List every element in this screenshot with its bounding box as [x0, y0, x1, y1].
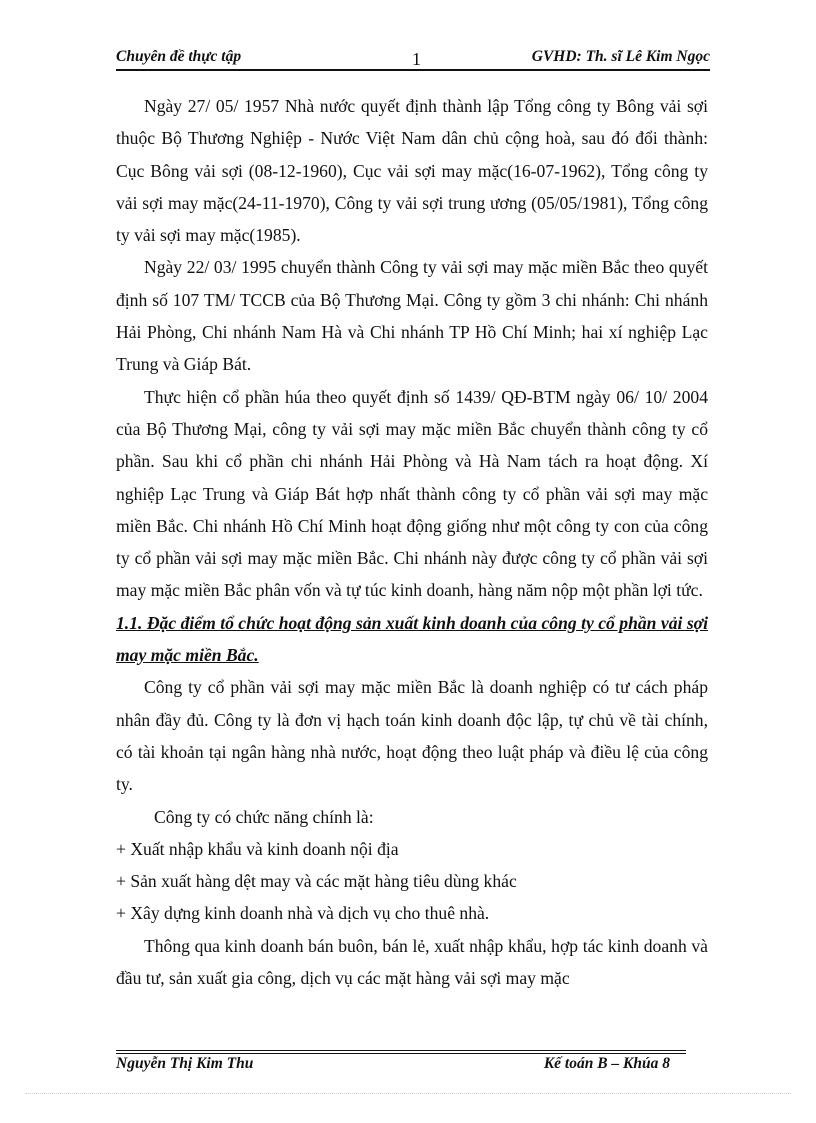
function-item: + Sản xuất hàng dệt may và các mặt hàng tiêu dùng khác — [116, 871, 517, 892]
footer-class: Kế toán B – Khúa 8 — [543, 1055, 670, 1072]
footer-divider-top — [116, 1050, 686, 1051]
paragraph-legal-status: Công ty cổ phần vải sợi may mặc miền Bắc là doanh nghiệp có tư cách pháp nhân đầy đủ. Công ty là đơn vị hạch toán kinh doanh độc lập, tự chủ về tài chính, có tài khoản tại ngân hàng nhà nước, hoạt động theo luật pháp và điều lệ của công ty. — [116, 677, 708, 795]
function-item: + Xây dựng kinh doanh nhà và dịch vụ cho thuê nhà. — [116, 903, 490, 924]
page-footer — [116, 1055, 670, 1077]
function-item: + Xuất nhập khẩu và kinh doanh nội địa — [116, 838, 399, 859]
page-number: 1 — [412, 49, 421, 69]
header-supervisor: GVHD: Th. sĩ Lê Kim Ngọc — [531, 48, 710, 65]
functions-intro: Công ty có chức năng chính là: — [154, 806, 374, 827]
page-edge-dots — [25, 1093, 791, 1094]
footer-divider-bottom — [116, 1053, 686, 1054]
paragraph-closing: Thông qua kinh doanh bán buôn, bán lẻ, xuất nhập khẩu, hợp tác kinh doanh và đầu tư, sản xuất gia công, dịch vụ các mặt hàng vải sợi may mặc — [116, 935, 708, 989]
paragraph-history-1995: Ngày 22/ 03/ 1995 chuyển thành Công ty vải sợi may mặc miền Bắc theo quyết định số 107 TM/ TCCB của Bộ Thương Mại. Công ty gồm 3 chi nhánh: Chi nhánh Hải Phòng, Chi nhánh Nam Hà và Chi nhánh TP Hồ Chí Minh; hai xí nghiệp Lạc Trung và Giáp Bát. — [116, 257, 708, 375]
section-heading: 1.1. Đặc điểm tổ chức hoạt động sản xuất kinh doanh của công ty cổ phần vải sợi may mặc miền Bắc. — [116, 612, 708, 666]
footer-author: Nguyễn Thị Kim Thu — [116, 1055, 254, 1072]
header-divider — [116, 69, 710, 71]
header-topic: Chuyên đề thực tập — [116, 48, 242, 65]
paragraph-equitization: Thực hiện cổ phần húa theo quyết định số 1439/ QĐ-BTM ngày 06/ 10/ 2004 của Bộ Thương Mại, công ty vải sợi may mặc miền Bắc chuyển thành công ty cổ phần. Sau khi cổ phần chi nhánh Hải Phòng và Hà Nam tách ra hoạt động. Xí nghiệp Lạc Trung và Giáp Bát hợp nhất thành công ty cổ phần vải sợi may mặc miền Bắc. Chi nhánh Hồ Chí Minh hoạt động giống như một công ty con của công ty cổ phần vải sợi may mặc miền Bắc. Chi nhánh này được công ty cổ phần vải sợi may mặc miền Bắc phân vốn và tự túc kinh doanh, hàng năm nộp một phần lợi tức. — [116, 386, 708, 601]
paragraph-history-1957: Ngày 27/ 05/ 1957 Nhà nước quyết định thành lập Tổng công ty Bông vải sợi thuộc Bộ Thương Nghiệp - Nước Việt Nam dân chủ cộng hoà, sau đó đổi thành: Cục Bông vải sợi (08-12-1960), Cục vải sợi may mặc(16-07-1962), Tổng công ty vải sợi may mặc(24-11-1970), Công ty vải sợi trung ương (05/05/1981), Tổng công ty vải sợi may mặc(1985). — [116, 96, 708, 246]
document-body — [116, 90, 708, 994]
page-header — [116, 46, 710, 70]
